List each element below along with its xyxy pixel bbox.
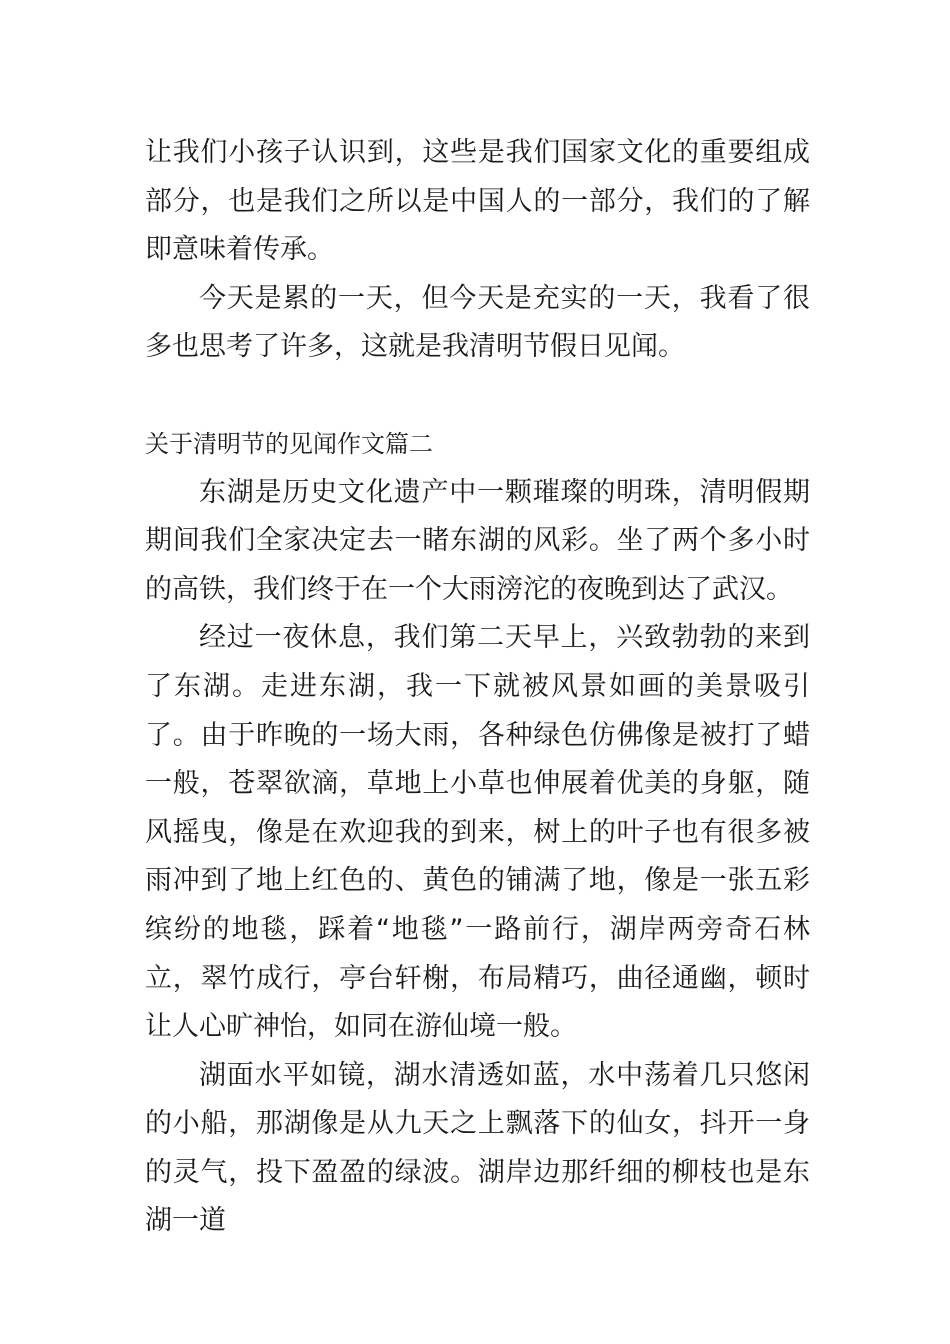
paragraph-intro: 东湖是历史文化遗产中一颗璀璨的明珠，清明假期期间我们全家决定去一睹东湖的风彩。坐了两个多小时的高铁，我们终于在一个大雨滂沱的夜晚到达了武汉。	[145, 476, 810, 605]
paragraph-scenery: 经过一夜休息，我们第二天早上，兴致勃勃的来到了东湖。走进东湖，我一下就被风景如画的美景吸引了。由于昨晚的一场大雨，各种绿色仿佛像是被打了蜡一般，苍翠欲滴，草地上小草也伸展着优美的身躯，随风摇曳，像是在欢迎我的到来，树上的叶子也有很多被雨冲到了地上红色的、黄色的铺满了地，像是一张五彩缤纷的地毯，踩着“地毯”一路前行，湖岸两旁奇石林立，翠竹成行，亭台轩榭，布局精巧，曲径通幽，顿时让人心旷神怡，如同在游仙境一般。	[145, 622, 810, 1043]
paragraph-conclusion: 今天是累的一天，但今天是充实的一天，我看了很多也思考了许多，这就是我清明节假日见闻。	[145, 282, 810, 363]
document-page	[145, 129, 810, 1246]
paragraph-continued: 让我们小孩子认识到，这些是我们国家文化的重要组成部分，也是我们之所以是中国人的一部分，我们的了解即意味着传承。	[145, 137, 810, 266]
section-heading: 关于清明节的见闻作文篇二	[145, 429, 433, 458]
paragraph-lake: 湖面水平如镜，湖水清透如蓝，水中荡着几只悠闲的小船，那湖像是从九天之上飘落下的仙女，抖开一身的灵气，投下盈盈的绿波。湖岸边那纤细的柳枝也是东湖一道	[145, 1059, 810, 1237]
